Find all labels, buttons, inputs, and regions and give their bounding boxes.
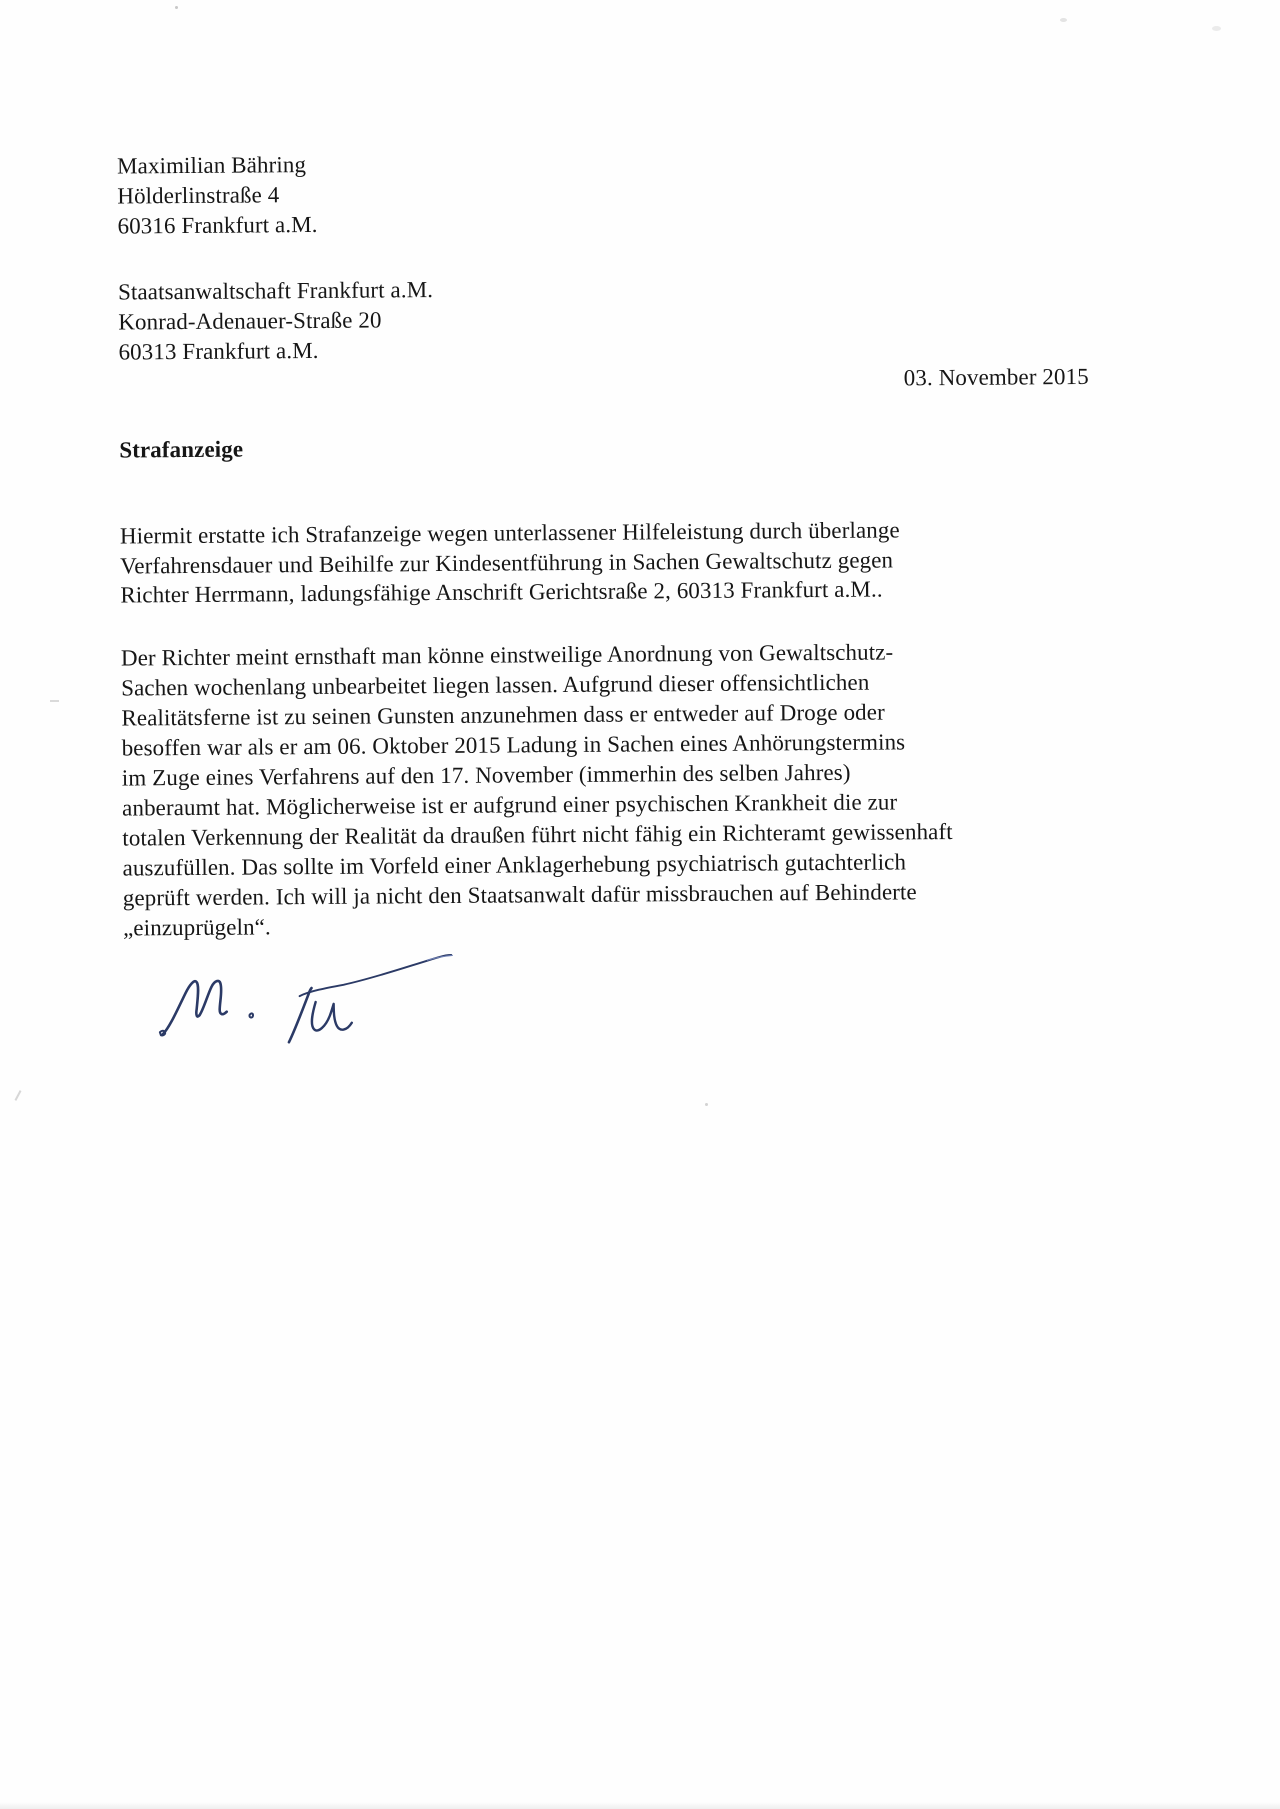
paragraph-line: anberaumt hat. Möglicherweise ist er aufgrund einer psychischen Krankheit die zur	[122, 789, 898, 821]
subject-heading: Strafanzeige	[119, 436, 244, 463]
signature-period	[250, 1013, 253, 1017]
signature-initial-b-bowl	[312, 1002, 352, 1031]
paragraph-line: im Zuge eines Verfahrens auf den 17. November (immerhin des selben Jahres)	[121, 759, 851, 791]
recipient-name: Staatsanwaltschaft Frankfurt a.M.	[117, 277, 434, 305]
recipient-street: Konrad-Adenauer-Straße 20	[118, 307, 382, 335]
handwritten-signature	[131, 949, 462, 1067]
paragraph-line: Realitätsferne ist zu seinen Gunsten anzunehmen dass er entweder auf Droge oder	[121, 699, 885, 731]
paragraph-line: „einzuprügeln“.	[122, 914, 271, 941]
paragraph-line: Der Richter meint ernsthaft man könne einstweilige Anordnung von Gewaltschutz-	[120, 639, 894, 671]
body-paragraph-2	[121, 637, 954, 944]
paragraph-line: Richter Herrmann, ladungsfähige Anschrift Gerichtsraße 2, 60313 Frankfurt a.M..	[120, 576, 883, 608]
body-paragraph-1	[120, 515, 900, 610]
paragraph-line: Sachen wochenlang unbearbeitet liegen lassen. Aufgrund dieser offensichtlichen	[121, 669, 870, 701]
sender-street: Hölderlinstraße 4	[117, 182, 280, 209]
paragraph-line: totalen Verkennung der Realität da draußen führt nicht fähig ein Richteramt gewissenhaft	[122, 818, 953, 851]
paragraph-line: besoffen war als er am 06. Oktober 2015 Ladung in Sachen eines Anhörungstermins	[121, 729, 906, 761]
paragraph-line: Hiermit erstatte ich Strafanzeige wegen unterlassener Hilfeleistung durch überlange	[119, 517, 900, 549]
letter-date: 03. November 2015	[903, 363, 1089, 391]
sender-city: 60316 Frankfurt a.M.	[117, 211, 318, 239]
sender-name: Maximilian Bähring	[116, 152, 307, 179]
signature-flourish	[299, 955, 451, 996]
paragraph-line: Verfahrensdauer und Beihilfe zur Kindesentführung in Sachen Gewaltschutz gegen	[120, 546, 894, 579]
recipient-city: 60313 Frankfurt a.M.	[118, 337, 319, 365]
signature-initial-m	[162, 981, 226, 1034]
paragraph-line: auszufüllen. Das sollte im Vorfeld einer Anklagerhebung psychiatrisch gutachterlich	[122, 849, 907, 881]
sender-address-block	[117, 150, 318, 242]
paragraph-line: geprüft werden. Ich will ja nicht den Staatsanwalt dafür missbrauchen auf Behinderte	[122, 879, 917, 911]
recipient-address-block	[118, 275, 434, 367]
